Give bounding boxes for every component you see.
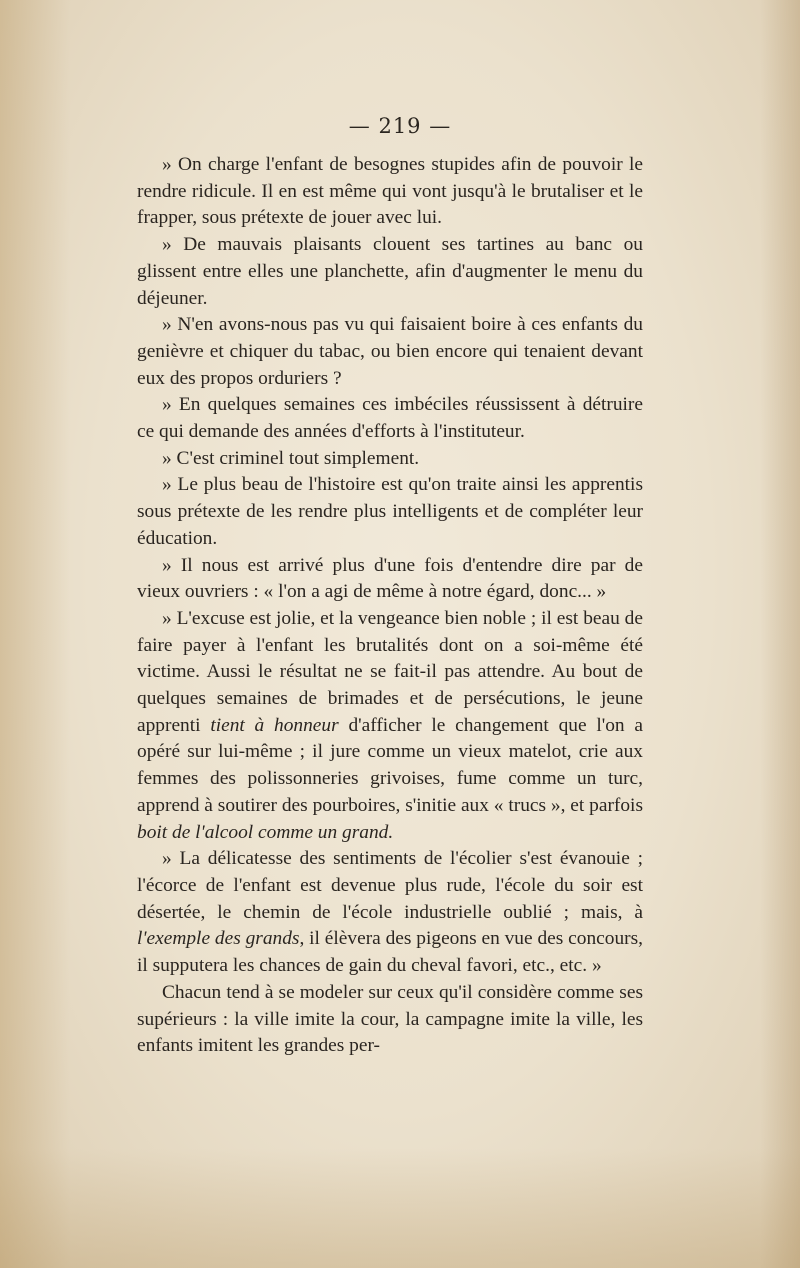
text-run: » La délicatesse des sentiments de l'écolier s'est évanouie ; l'écorce de l'enfant est devenue plus rude, l'école du soir est désertée, le chemin de l'école industrielle oublié ; mais, à (137, 848, 643, 923)
text-run: » Il nous est arrivé plus d'une fois d'entendre dire par de vieux ouvriers : « l'on a agi de même à notre égard, donc... » (137, 554, 643, 603)
page-edge-stain-right (760, 0, 800, 1268)
paragraph (137, 312, 643, 392)
text-run: Chacun tend à se modeler sur ceux qu'il considère comme ses supérieurs : la ville imite la cour, la campagne imite la ville, les enfants imitent les grandes per- (137, 981, 643, 1057)
italic-phrase: tient à honneur (210, 714, 339, 736)
text-run: » L'excuse est jolie, et la vengeance bien noble ; il est beau de faire payer à l'enfant les brutalités dont on a soi-même été victime. Aussi le résultat ne se fait-il pas attendre. Au bout de quelques semaines de brimades et de persécutions, le jeune apprenti (137, 607, 643, 736)
text-run: » C'est criminel tout simplement. (162, 447, 420, 469)
page-edge-stain-left (0, 0, 70, 1268)
body-text (137, 152, 643, 1060)
paragraph (137, 152, 643, 232)
paragraph (137, 553, 643, 606)
paragraph (137, 472, 643, 552)
paragraph (137, 232, 643, 312)
paragraph (137, 606, 643, 846)
page-number: — 219 — (348, 114, 452, 138)
text-run: d'afficher le changement que l'on a opéré sur lui-même ; il jure comme un vieux matelot, crie aux femmes des polissonneries grivoises, fume comme un turc, apprend à soutirer des pourboires, s'initie aux « trucs », et parfois (137, 714, 643, 816)
text-run: , il élèvera des pigeons en vue des concours, il supputera les chances de gain du cheval favori, etc., etc. » (137, 928, 643, 977)
paragraph (137, 980, 643, 1060)
page-edge-stain-bottom (0, 1148, 800, 1268)
text-run: » En quelques semaines ces imbéciles réussissent à détruire ce qui demande des années d'efforts à l'instituteur. (137, 394, 643, 443)
text-run: » De mauvais plaisants clouent ses tartines au banc ou glissent entre elles une planchette, afin d'augmenter le menu du déjeuner. (137, 234, 643, 309)
paragraph (137, 846, 643, 980)
italic-phrase: boit de l'alcool comme un grand. (137, 821, 394, 843)
paragraph (137, 392, 643, 445)
italic-phrase: l'exemple des grands (137, 928, 300, 950)
text-run: » Le plus beau de l'histoire est qu'on traite ainsi les apprentis sous prétexte de les rendre plus intelligents et de compléter leur éducation. (137, 474, 643, 549)
paragraph (137, 446, 643, 473)
text-run: » N'en avons-nous pas vu qui faisaient boire à ces enfants du genièvre et chiquer du tabac, ou bien encore qui tenaient devant eux des propos orduriers ? (137, 314, 643, 389)
text-run: » On charge l'enfant de besognes stupides afin de pouvoir le rendre ridicule. Il en est même qui vont jusqu'à le brutaliser et le frapper, sous prétexte de jouer avec lui. (137, 154, 643, 229)
